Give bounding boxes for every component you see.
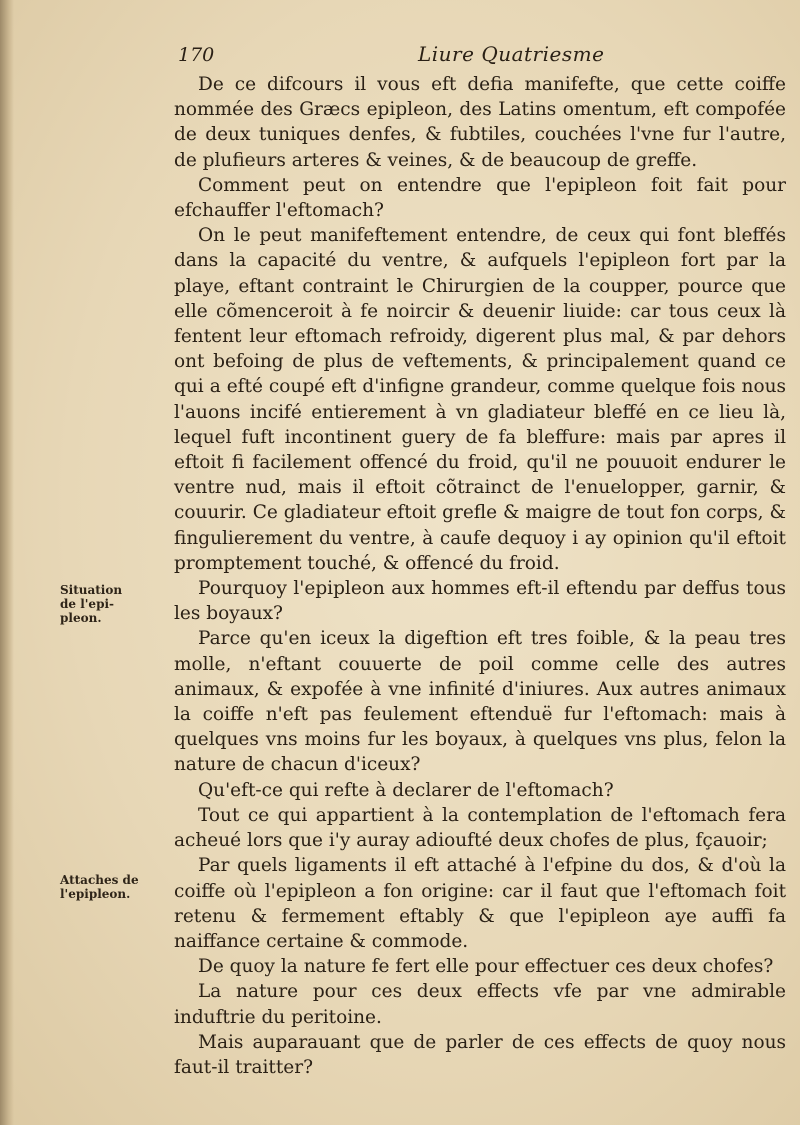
page-number: 170 — [178, 44, 215, 66]
paragraph: De quoy la nature fe fert elle pour effectuer ces deux chofes? — [198, 956, 774, 978]
paragraph: Mais auparauant que de parler de ces effects de quoy nous faut-il traitter? — [174, 1031, 786, 1078]
running-title: Liure Quatriesme — [418, 42, 605, 66]
paragraph: Par quels ligaments il eft attaché à l'efpine du dos, & d'où la coiffe où l'epipleon a fon origine: car il faut que l'eftomach foit retenu & fermement eftably & que l'epipleon aye auffi fa naiffance certaine & commode. — [174, 855, 786, 952]
paragraph: La nature pour ces deux effects vfe par vne admirable induftrie du peritoine. — [174, 981, 786, 1028]
page-header — [178, 44, 778, 74]
paragraph: Comment peut on entendre que l'epipleon foit fait pour efchauffer l'eftomach? — [174, 174, 786, 222]
paragraph: De ce difcours il vous eft defia manifefte, que cette coiffe nommée des Græcs epipleon, des Latins omentum, eft compofée de deux tuniques denfes, & fubtiles, couchées l'vne fur l'autre, de plufieurs arteres & veines, & de beaucoup de greffe. — [174, 74, 786, 171]
paragraph: On le peut manifeftement entendre, de ceux qui font bleffés dans la capacité du ventre, & aufquels l'epipleon fort par la playe, eftant contraint le Chirurgien de la coupper, pource que elle cõmenceroit à fe noircir & deuenir liuide: car tous ceux là fentent leur eftomach refroidy, digerent plus mal, & par dehors ont befoing de plus de veftements, & principalement quand ce qui a efté coupé eft d'infigne grandeur, comme quelque fois nous l'auons incifé entierement à vn gladiateur bleffé en ce lieu là, lequel fuft incontinent guery de fa bleffure: mais par apres il eftoit fi facilement offencé du froid, qu'il ne pouuoit endurer le ventre nud, mais il eftoit cõtrainct de l'enuelopper, garnir, & couurir. Ce gladiateur eftoit grefle & maigre de tout fon corps, & fingulierement du ventre, à caufe dequoy i ay opinion qu'il eftoit promptement touché, & offencé du froid. — [174, 225, 786, 574]
paragraph: Tout ce qui appartient à la contemplation de l'eftomach fera acheué lors que i'y auray adioufté deux chofes de plus, fçauoir; — [174, 804, 786, 852]
margin-note-attaches — [60, 873, 168, 901]
margin-note-situation — [60, 583, 168, 625]
main-text — [174, 72, 786, 1080]
paragraph: Parce qu'en iceux la digeftion eft tres foible, & la peau tres molle, n'eftant couuerte de poil comme celle des autres animaux, & expofée à vne infinité d'iniures. Aux autres animaux la coiffe n'eft pas feulement eftenduë fur l'eftomach: mais à quelques vns moins fur les boyaux, à quelques vns plus, felon la nature de chacun d'iceux? — [174, 628, 786, 776]
margin-note-line: pleon. — [60, 611, 102, 625]
paragraph: Qu'eft-ce qui refte à declarer de l'eftomach? — [198, 779, 614, 801]
binding-shadow — [0, 0, 14, 1125]
paragraph: Pourquoy l'epipleon aux hommes eft-il eftendu par deffus tous les boyaux? — [174, 578, 786, 625]
margin-note-line: l'epipleon. — [60, 887, 131, 901]
margin-note-line: Situation — [60, 583, 123, 597]
margin-note-line: Attaches de — [60, 873, 139, 887]
margin-note-line: de l'epi- — [60, 597, 114, 611]
